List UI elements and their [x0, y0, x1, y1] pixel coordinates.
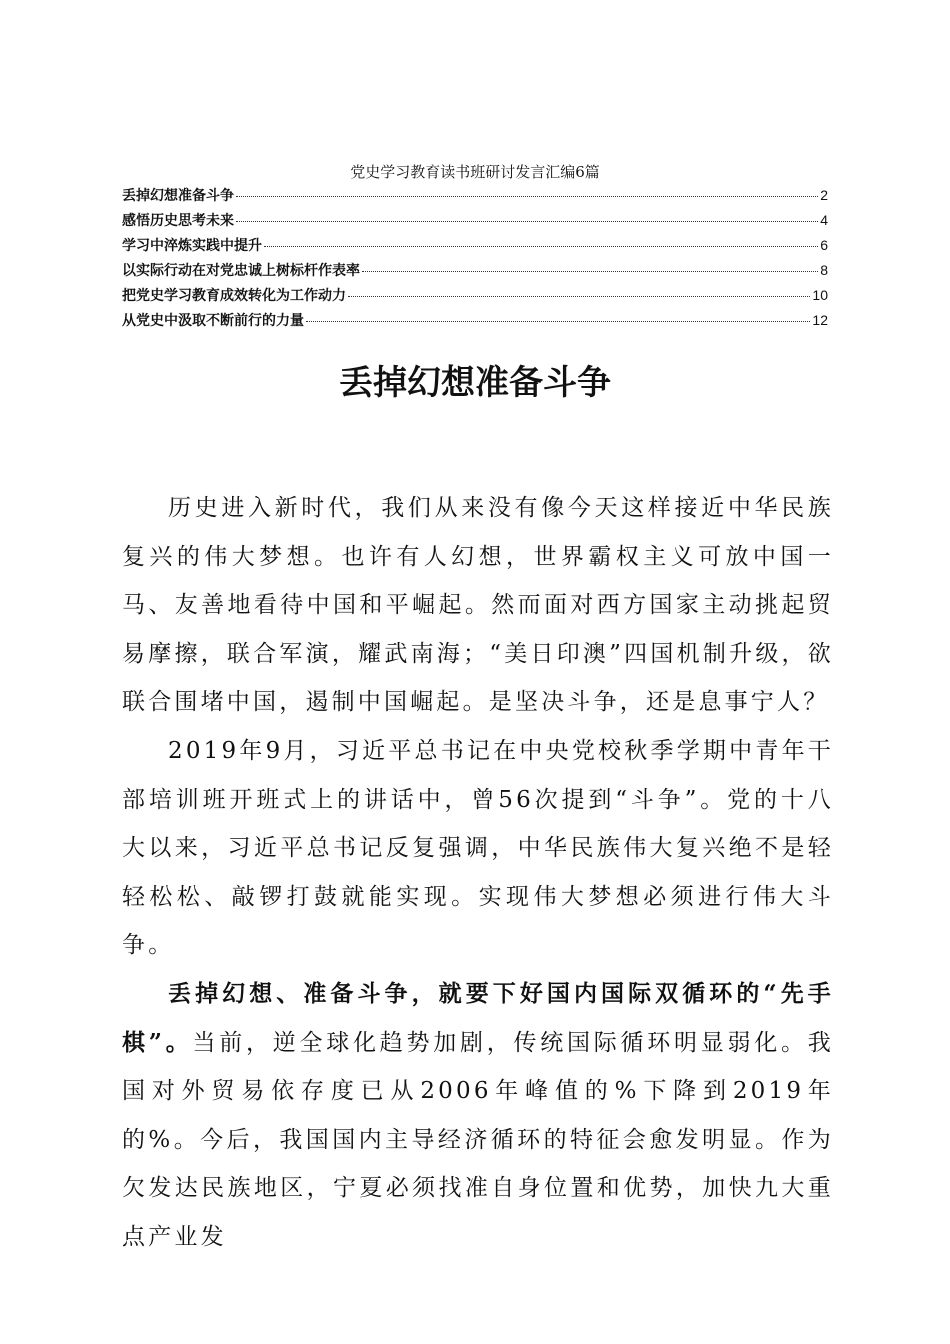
body-paragraph	[122, 970, 834, 1262]
paragraph-text: 当前，逆全球化趋势加剧，传统国际循环明显弱化。我国对外贸易依存度已从2006年峰值的%下降到2019年的%。今后，我国国内主导经济循环的特征会愈发明显。作为欠发达民族地区，宁夏必须找准自身位置和优势，加快九大重点产业发	[122, 1029, 834, 1250]
toc-leader-dots	[264, 246, 818, 247]
body-paragraph	[122, 484, 834, 727]
article-body	[122, 484, 834, 1262]
toc-leader-dots	[236, 221, 818, 222]
toc-item-page: 4	[820, 212, 828, 228]
toc-item-title: 学习中淬炼实践中提升	[122, 238, 262, 254]
toc-leader-dots	[236, 196, 818, 197]
article-heading: 丢掉幻想准备斗争	[339, 363, 611, 403]
toc-leader-dots	[306, 321, 810, 322]
toc-item[interactable]	[122, 235, 828, 260]
toc-item[interactable]	[122, 285, 828, 310]
paragraph-text: 历史进入新时代，我们从来没有像今天这样接近中华民族复兴的伟大梦想。也许有人幻想，世界霸权主义可放中国一马、友善地看待中国和平崛起。然而面对西方国家主动挑起贸易摩擦，联合军演，耀武南海；“美日印澳”四国机制升级，欲联合围堵中国，遏制中国崛起。是坚决斗争，还是息事宁人？	[122, 495, 834, 716]
toc-item-page: 6	[820, 237, 828, 253]
toc-item[interactable]	[122, 210, 828, 235]
toc-item-title: 感悟历史思考未来	[122, 213, 234, 229]
toc-item-title: 从党史中汲取不断前行的力量	[122, 313, 304, 329]
toc-item[interactable]	[122, 310, 828, 335]
toc-item-title: 丢掉幻想准备斗争	[122, 188, 234, 204]
toc-item-page: 10	[812, 287, 828, 303]
body-paragraph	[122, 727, 834, 970]
collection-title: 党史学习教育读书班研讨发言汇编6篇	[350, 163, 600, 181]
toc-item-page: 8	[820, 262, 828, 278]
toc-leader-dots	[362, 271, 818, 272]
paragraph-text: 2019年9月，习近平总书记在中央党校秋季学期中青年干部培训班开班式上的讲话中，曾56次提到“斗争”。党的十八大以来，习近平总书记反复强调，中华民族伟大复兴绝不是轻轻松松、敲锣打鼓就能实现。实现伟大梦想必须进行伟大斗争。	[122, 737, 834, 959]
paragraph-lead: 丢掉幻想、准备斗争，就要下好国内国际双循环的“先手棋”。	[122, 979, 834, 1056]
toc-item-title: 把党史学习教育成效转化为工作动力	[122, 288, 346, 304]
toc-item[interactable]	[122, 260, 828, 285]
toc-item-title: 以实际行动在对党忠诚上树标杆作表率	[122, 263, 360, 279]
toc-item-page: 12	[812, 312, 828, 328]
table-of-contents	[122, 185, 828, 335]
toc-leader-dots	[348, 296, 810, 297]
toc-item[interactable]	[122, 185, 828, 210]
toc-item-page: 2	[820, 187, 828, 203]
